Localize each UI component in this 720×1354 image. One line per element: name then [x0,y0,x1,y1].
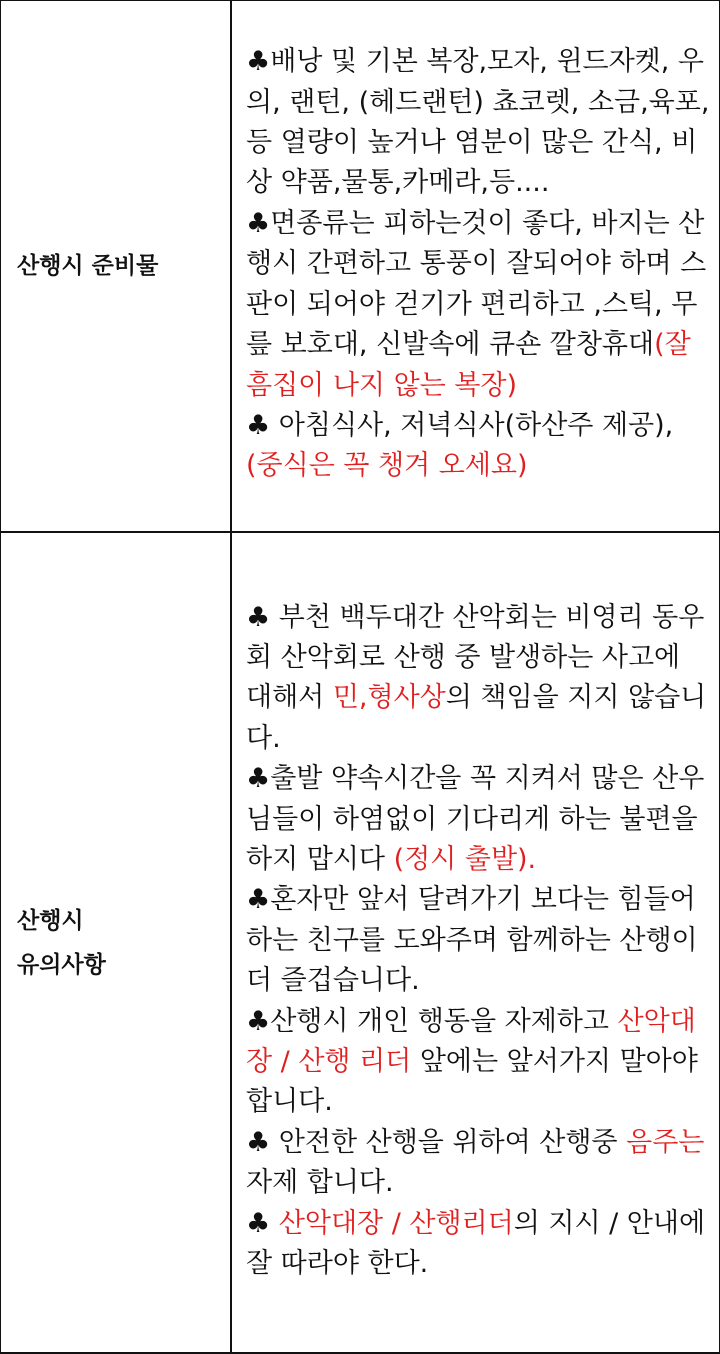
cautions-item-6-highlight: 산악대장 / 산행리더 [278,1207,514,1239]
cautions-label-line1: 산행시 [17,907,84,934]
cautions-item-1-text-after: 의 책임을 지지 않습니다. [246,682,707,754]
cautions-item-5-text-after: 자제 합니다. [246,1167,394,1199]
cautions-item-6 [246,1204,713,1285]
cautions-item-4-text-after: 앞에는 앞서가지 말아야 합니다. [246,1046,698,1118]
cautions-label-cell [0,532,231,1353]
cautions-item-4-highlight: 산악대장 / 산행 리더 [246,1005,696,1078]
preparation-item-3 [246,406,713,487]
preparation-item-3-text: ♣ 아침식사, 저녁식사(하산주 제공), [246,409,674,441]
preparation-content-cell [231,0,720,532]
table-row-preparation [0,0,720,532]
cautions-item-1-highlight: 민,형사상 [332,682,446,714]
cautions-item-1-text: ♣ 부천 백두대간 산악회는 비영리 동우회 산악회로 산행 중 발생하는 사고에 대해서 [246,601,705,714]
cautions-item-1 [246,598,713,760]
cautions-content-cell [231,532,720,1353]
cautions-item-2 [246,759,713,880]
table-row-cautions [0,532,720,1353]
cautions-item-2-text: ♣출발 약속시간을 꼭 지켜서 많은 산우님들이 하염없이 기다리게 하는 불편을 하지 맙시다 [246,763,705,875]
cautions-item-2-highlight: (정시 출발). [393,843,537,875]
preparation-item-3-highlight: (중식은 꼭 챙겨 오세요) [246,450,528,482]
preparation-item-1: ♣배낭 및 기본 복장,모자, 윈드자켓, 우의, 랜턴, (헤드랜턴) 쵸코렛, 소금,육포,등 열량이 높거나 염분이 많은 간식, 비상 약품,물통,카메라,등.... [246,46,710,199]
preparation-label: 산행시 준비물 [17,253,159,279]
cautions-item-3: ♣혼자만 앞서 달려가기 보다는 힘들어 하는 친구를 도와주며 함께하는 산행이 더 즐겁습니다. [246,884,698,997]
cautions-item-4 [246,1002,713,1123]
preparation-label-cell [0,0,231,532]
preparation-item-2-text: ♣면종류는 피하는것이 좋다, 바지는 산행시 간편하고 통풍이 잘되어야 하며 스판이 되어야 걷기가 편리하고 ,스틱, 무릎 보호대, 신발속에 큐숀 깔창휴대 [246,207,707,361]
preparation-item-2 [246,204,713,406]
cautions-item-5-highlight: 음주는 [626,1126,705,1158]
preparation-item-2-highlight: (잘 흠집이 나지 않는 복장) [246,329,691,401]
cautions-item-6-text-after: 의 지시 / 안내에 잘 따라야 한다. [246,1207,706,1280]
cautions-item-4-text: ♣산행시 개인 행동을 자제하고 [246,1005,618,1037]
cautions-item-6-text: ♣ [246,1207,279,1239]
cautions-label-line2: 유의사항 [17,951,106,978]
cautions-item-5 [246,1123,713,1204]
cautions-item-5-text: ♣ 안전한 산행을 위하여 산행중 [246,1126,627,1158]
